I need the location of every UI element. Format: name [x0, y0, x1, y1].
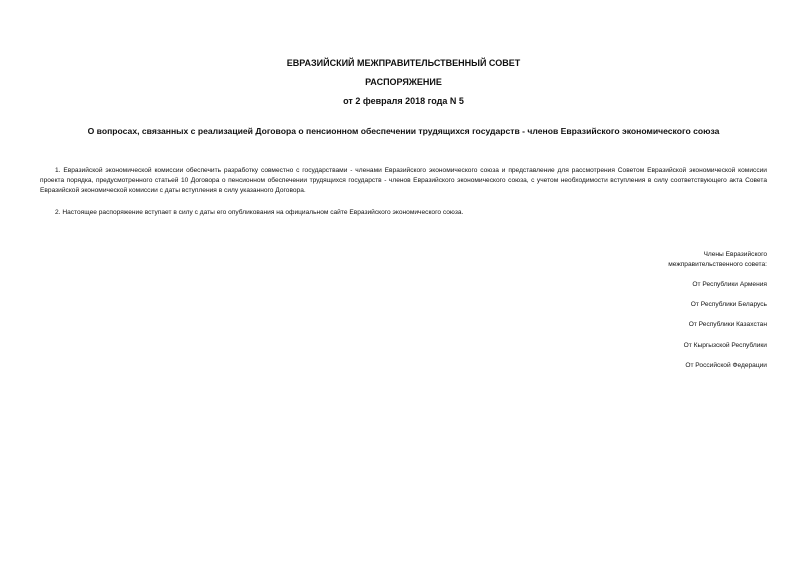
body-paragraph-1: 1. Евразийской экономической комиссии обеспечить разработку совместно с государствами - членами Евразийского экономического союза и представление для рассмотрения Советом Евразийской экономической комиссии проекта порядка, предусмотренного статьей 10 Договора о пенсионном обеспечении трудящихся государств - членов Евразийского экономического союза, с учетом необходимости вступления в силу соответствующего акта Совета Евразийской экономической комиссии с даты вступления в силу указанного Договора.	[40, 167, 767, 194]
signatory-russia: От Российской Федерации	[685, 362, 767, 369]
signatories-heading	[567, 250, 767, 270]
org-title: ЕВРАЗИЙСКИЙ МЕЖПРАВИТЕЛЬСТВЕННЫЙ СОВЕТ	[286, 58, 521, 68]
document-date: от 2 февраля 2018 года N 5	[343, 96, 464, 106]
document-subject: О вопросах, связанных с реализацией Договора о пенсионном обеспечении трудящихся государств - членов Евразийского экономического союза	[87, 126, 720, 136]
signatory-kazakhstan: От Республики Казахстан	[688, 321, 767, 328]
signatory-kyrgyzstan: От Кыргызской Республики	[683, 342, 767, 349]
signatory-armenia: От Республики Армения	[692, 281, 767, 288]
signatories-heading-line-1: Члены Евразийского	[703, 251, 767, 258]
body-paragraph-2: 2. Настоящее распоряжение вступает в силу с даты его опубликования на официальном сайте Евразийского экономического союза.	[55, 209, 464, 216]
document-type: РАСПОРЯЖЕНИЕ	[365, 77, 442, 87]
signatory-belarus: От Республики Беларусь	[690, 301, 767, 308]
signatories-heading-line-2: межправительственного совета:	[668, 261, 767, 268]
